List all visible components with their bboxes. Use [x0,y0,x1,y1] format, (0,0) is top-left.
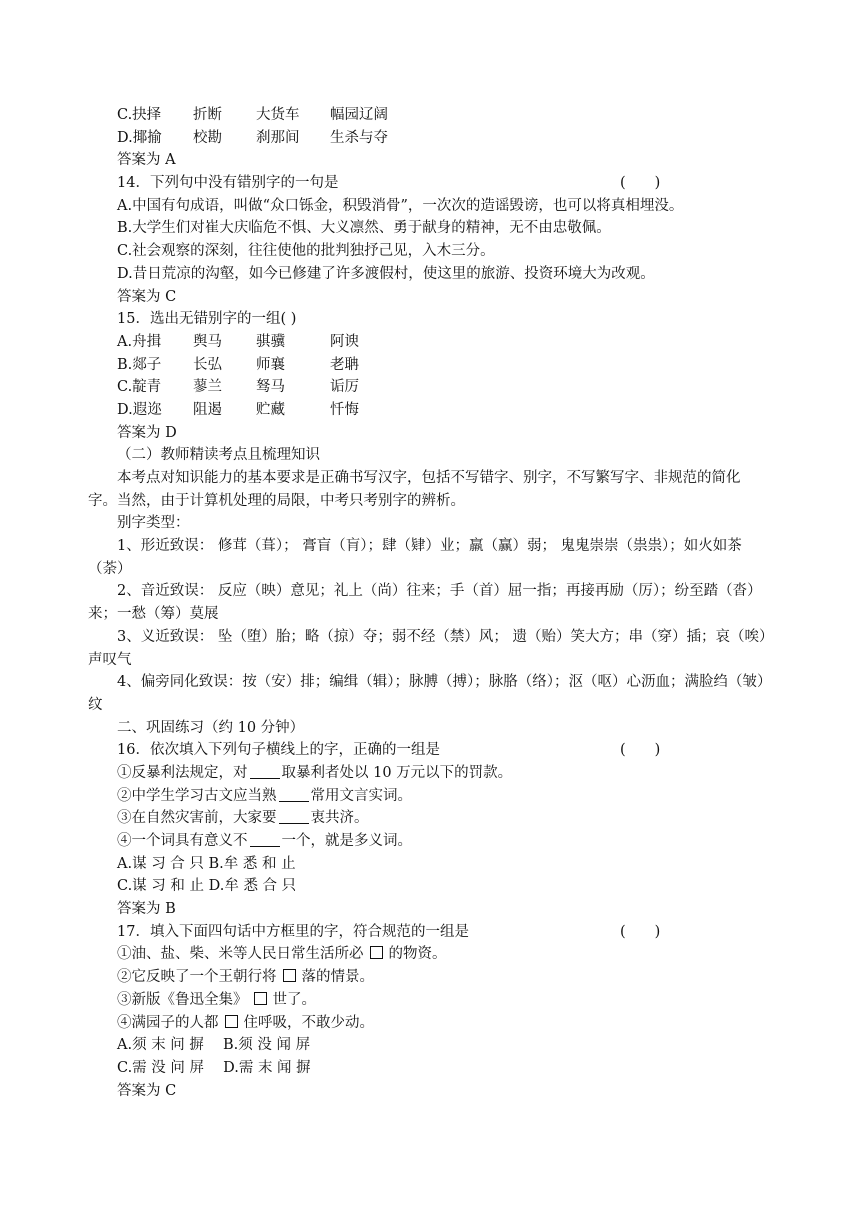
option-word: 刹那间 [256,129,300,146]
option-word: D.遐迩 [117,401,162,418]
intro-paragraph-line: 字。当然，由于计算机处理的局限，中考只考别字的辨析。 [88,492,465,509]
type-4-cont: 纹 [88,696,103,713]
option-word: 长弘 [193,356,222,373]
answer-paren: ( ) [620,923,661,940]
q16-options-ab: A.谋 习 合 只 B.牟 悉 和 止 [117,855,296,872]
q17-sentence-4 [88,1012,782,1035]
sentence-part: 衷共济。 [310,810,369,827]
option-word: 大货车 [256,107,300,123]
sentence-part: 的物资。 [388,946,447,963]
sentence-part: 落的情景。 [301,969,374,986]
q15-option-d [88,399,782,422]
fill-blank [250,831,280,847]
sentence-part: 世了。 [272,991,316,1008]
type-2-cont: 来；一愁（筹）莫展 [88,606,219,623]
q14-option-b: B.大学生们对崔大庆临危不惧、大义凛然、勇于献身的精神，无不由忠敬佩。 [117,220,611,237]
sentence-part: ④一个词具有意义不 [117,833,248,849]
intro-paragraph-line: 本考点对知识能力的基本要求是正确书写汉字，包括不写错字、别字，不写繁写字、非规范的简化 [117,470,741,486]
option-word: 折断 [193,107,222,123]
fill-blank [279,808,309,824]
option-word: 校勘 [193,129,222,146]
option-word: 师襄 [256,356,285,373]
type-2: 2、音近致误： 反应（映）意见；礼上（尚）往来；手（首）屈一指；再接再励（厉）；纷至踏（沓） [117,583,762,600]
option-word: 忏悔 [330,401,359,418]
q14-stem [88,172,782,195]
option-word: 生杀与夺 [330,129,388,146]
blank-box-icon [225,1015,238,1028]
blank-box-icon [254,992,267,1005]
option-word: C.抉择 [117,107,162,123]
q17-sentence-3 [88,989,782,1012]
question-text: 14．下列句中没有错别字的一句是 [117,175,339,192]
type-1-cont: （荼） [88,560,132,577]
q14-option-d: D.昔日荒凉的沟壑，如今已修建了许多渡假村，使这里的旅游、投资环境大为改观。 [117,265,655,282]
option-word: A.舟揖 [117,333,162,350]
type-3: 3、义近致误： 坠（堕）胎；略（掠）夺；弱不经（禁）风； 遗（贻）笑大方；串（穿）插；哀（唉） [117,628,774,645]
practice-title: 二、巩固练习（约 10 分钟） [117,719,305,736]
q16-stem [88,739,782,762]
option-word: 蓼兰 [193,379,222,396]
q14-option-c: C.社会观察的深刻，往往使他的批判独抒己见，入木三分。 [117,243,495,260]
sentence-part: ②它反映了一个王朝行将 [117,969,277,986]
blank-box-icon [283,969,296,982]
q14-option-a: A.中国有句成语，叫做“众口铄金，积毁消骨”，一次次的造谣毁谤，也可以将真相埋没。 [117,197,684,214]
q16-sentence-3 [88,807,782,830]
q15-option-c [88,376,782,399]
q16-answer: 答案为 B [117,901,176,918]
sentence-part: 取暴利者处以 10 万元以下的罚款。 [281,764,513,781]
option-word: 骐骥 [256,333,285,350]
sentence-part: 住呼吸，不敢少动。 [243,1014,374,1031]
q17-sentence-1 [88,943,782,966]
sentence-part: ①油、盐、柴、米等人民日常生活所必 [117,946,364,963]
option-word: C.靛青 [117,379,162,396]
option-word: 诟厉 [330,379,359,396]
option-word: 老聃 [330,356,359,373]
q15-answer: 答案为 D [117,424,177,441]
sentence-part: 一个，就是多义词。 [281,833,412,849]
option-word: 舆马 [193,333,222,350]
sentence-part: ③在自然灾害前，大家要 [117,810,277,827]
sentence-part: ③新版《鲁迅全集》 [117,991,248,1008]
answer-paren: ( ) [620,742,661,759]
q13-option-c [88,104,782,127]
sentence-part: 常用文言实词。 [310,787,412,804]
q15-option-b [88,354,782,377]
q15-option-a [88,331,782,354]
types-title: 别字类型： [117,515,190,532]
option-word: 阻遏 [193,401,222,418]
type-4: 4、偏旁同化致误：按（安）排；编缉（辑）；脉膊（搏）；脉胳（络）；沤（呕）心沥血；满脸绉（皱） [117,674,772,691]
q15-stem: 15．选出无错别字的一组( ) [117,311,297,328]
option-word: 阿谀 [330,333,359,350]
q16-sentence-4 [88,830,782,853]
q17-options-ab: A.须 末 问 摒 B.须 没 闻 屏 [117,1037,311,1054]
option-word: B.郯子 [117,356,162,373]
fill-blank [250,763,280,779]
sentence-part: ①反暴利法规定，对 [117,764,248,781]
q17-sentence-2 [88,966,782,989]
q16-sentence-1 [88,762,782,785]
document-body [88,104,782,1102]
type-3-cont: 声叹气 [88,651,132,668]
sentence-part: ④满园子的人都 [117,1014,219,1031]
q17-stem [88,921,782,944]
question-text: 16．依次填入下列句子横线上的字，正确的一组是 [117,742,440,759]
q13-answer: 答案为 A [117,152,176,169]
q17-options-cd: C.需 没 问 屏 D.需 末 闻 摒 [117,1059,311,1076]
option-word: D.揶揄 [117,129,162,146]
fill-blank [279,786,309,802]
q16-sentence-2 [88,785,782,808]
q14-answer: 答案为 C [117,288,177,305]
q16-options-cd: C.谋 习 和 止 D.牟 悉 合 只 [117,878,297,895]
type-1: 1、形近致误： 修茸（葺）； 膏盲（肓）；肆（肄）业；羸（赢）弱； 鬼鬼崇崇（祟祟）；如火如茶 [117,538,742,555]
blank-box-icon [370,946,383,959]
answer-paren: ( ) [620,175,661,192]
question-text: 17．填入下面四句话中方框里的字，符合规范的一组是 [117,923,469,940]
option-word: 贮藏 [256,401,285,418]
sentence-part: ②中学生学习古文应当熟 [117,787,277,804]
q17-answer: 答案为 C [117,1082,177,1099]
q13-option-d [88,127,782,150]
option-word: 驽马 [256,379,285,396]
option-word: 幅园辽阔 [330,107,388,123]
section-title: （二）教师精读考点且梳理知识 [117,447,320,464]
